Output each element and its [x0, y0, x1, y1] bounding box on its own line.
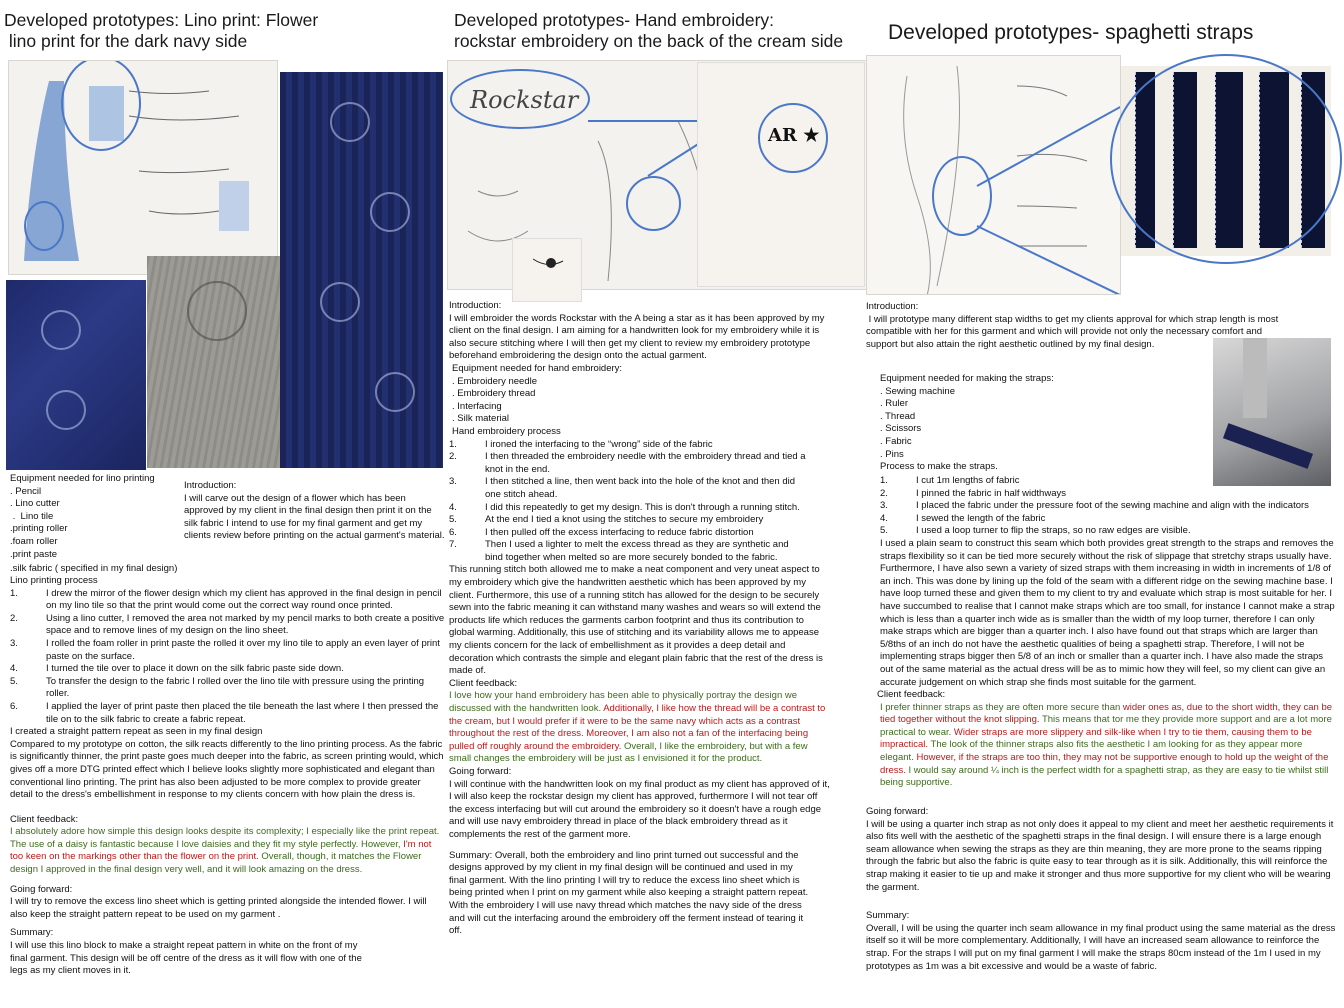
straps-equipment-heading: Equipment needed for making the straps:: [880, 373, 1054, 384]
embroidery-feedback-text: I love how your hand embroidery has been able to physically portray the design we discussed with the handwritten look. Additionally, I like how the thread will be a contrast to the cream, but I would prefer if it were to be the same navy which acts as a contrast throughout the rest of the dress. Moreover, I am also not a fan of the interfacing being pulled off roughly around the embroidery. Overall, I like the embroidery, but with a few small changes the embroidery will be just as I envisioned it for the product.: [449, 690, 826, 765]
equipment-item: . Scissors: [880, 423, 922, 435]
highlight-circle: [24, 201, 64, 251]
embroidery-process-heading: Hand embroidery process: [452, 425, 561, 437]
lino-summary-heading: Summary:: [10, 927, 54, 939]
embroidery-forward-text: I will continue with the handwritten look on my final product as my client has approved of it, I will also keep the rockstar design my client has approved, furthermore I will not tear off the excess interfacing but will cut around the embroidery so it doesn't have a rough edge and will use navy embroidery thread in place of the black embroidery thread as it complements the rest of the garment more.: [449, 778, 830, 840]
overall-summary-text: Summary: Overall, both the embroidery and lino print turned out successful and the designs approved by my client in my final design will be continued and used in my final garment. With the lino printing I will try to reduce the excess lino sheet which is being printed when I print on my garment while also keeping a straight pattern repeat. With the embroidery I will use navy thread which matches the navy side of the dress and will cut the interfacing around the embroidery off the ferment instead of tearing it off.: [449, 849, 809, 937]
equipment-item: .silk fabric ( specified in my final design): [10, 563, 178, 574]
straps-intro-text: I will prototype many different stap widths to get my clients approval for which strap length is most compatible with her for this garment and which will provide not only the necessary comfort and support but also attain the right aesthetic outlined by my final design.: [866, 313, 1281, 350]
equipment-item: . Interfacing: [452, 400, 502, 412]
process-step: 2. I pinned the fabric in half widthways: [880, 487, 1066, 499]
process-step: 4. I turned the tile over to place it down on the silk fabric paste side down.: [10, 663, 344, 675]
knot-graphic: [513, 239, 582, 302]
lino-print-fabric-sample: [6, 280, 146, 470]
embroidery-back-image: [512, 238, 582, 302]
embroidery-text: [449, 300, 831, 938]
straps-forward-heading: Going forward:: [866, 806, 929, 817]
straps-highlight-ellipse: [1110, 54, 1342, 264]
process-step: 7. Then I used a lighter to melt the excess thread as they are synthetic and bind together when melted so are more securely bonded to the fabric.: [449, 539, 789, 563]
embroidery-forward-heading: Going forward:: [449, 765, 512, 777]
lino-title-line2: lino print for the dark navy side: [4, 31, 248, 51]
process-step: 4. I sewed the length of the fabric: [880, 512, 1046, 524]
process-step: 3. I rolled the foam roller in print paste the rolled it over my lino tile to apply an even layer of print paste on the surface.: [10, 637, 440, 662]
straps-summary-text: Overall, I will be using the quarter inch seam allowance in my final product using the same material as the dress itself so it will be more complementary. Additionally, I will have an increased seam allowance to reinforce the strap. For the straps I will put on my final garment I will make the straps 80cm instead of the 1m I used in my prototypes as 1m was a bit excessive and would be a waste of fabric.: [866, 922, 1336, 972]
lino-after-process: I created a straight pattern repeat as seen in my final design: [10, 726, 263, 738]
lino-equipment-heading: Equipment needed for lino printing: [10, 473, 155, 484]
process-step: 2. Using a lino cutter, I removed the area not marked by my pencil marks to both create a positive space and to remove lines of my design on the lino sheet.: [10, 612, 445, 637]
process-step: 1. I drew the mirror of the flower design which my client has approved in the final design in pencil on my lino tile so that the print would come out the correct way round once printed.: [10, 587, 442, 612]
process-step: 3. I placed the fabric under the pressure foot of the sewing machine and align with the indicators: [880, 500, 1309, 512]
straps-process-steps: [880, 475, 1336, 538]
equipment-item: . Lino tile: [10, 510, 54, 522]
equipment-item: . Ruler: [880, 398, 908, 410]
process-step: 6. I applied the layer of print paste then placed the tile beneath the last where I then pressed the tile on to the silk fabric to create a fabric repeat.: [10, 700, 439, 725]
equipment-item: .print paste: [10, 548, 57, 560]
process-step: 2. I then threaded the embroidery needle with the embroidery thread and tied a knot in the end.: [449, 451, 806, 475]
embroidery-patch-image: [697, 62, 865, 287]
lino-forward-heading: Going forward:: [10, 883, 73, 895]
lino-process: [10, 575, 446, 978]
process-step: 4. I did this repeatedly to get my design. This is don't through a running stitch.: [449, 501, 800, 513]
embroidered-initials: AR ★: [768, 125, 820, 146]
lino-intro-text: I will carve out the design of a flower which has been approved by my client in the final design then print it on the silk fabric I intend to use for my final garment and get my clients review before printing on the actual garment's material.: [184, 492, 445, 542]
process-step: 3. I then stitched a line, then went back into the hole of the knot and then did one stitch ahead.: [449, 476, 796, 500]
lino-process-heading: Lino printing process: [10, 575, 98, 586]
process-step: 5. To transfer the design to the fabric I rolled over the lino tile with pressure using the printing roller.: [10, 675, 425, 700]
lino-title-line1: Developed prototypes: Lino print: Flower: [4, 10, 319, 30]
embroidery-intro-text: I will embroider the words Rockstar with the A being a star as it has been approved by my client on the final design. I am aiming for a handwritten look for my embroidery while it is also secure stitching where I will then get my client to review my embroidery prototype beforehand embroidering the design onto the actual garment.: [449, 312, 825, 362]
equipment-item: . Embroidery thread: [452, 388, 536, 400]
equipment-item: . Thread: [880, 410, 916, 422]
highlight-circle: [932, 156, 992, 236]
lino-intro-heading: Introduction:: [184, 480, 237, 491]
equipment-item: . Lino cutter: [10, 498, 60, 510]
lino-forward-text: I will try to remove the excess lino sheet which is getting printed alongside the intended flower. I will also keep the straight pattern repeat to be used on my garment .: [10, 896, 427, 920]
embroidery-title: [454, 10, 874, 52]
embroidery-process-steps: [449, 439, 809, 565]
straps-design-sketch-image: [866, 55, 1121, 295]
straps-feedback-heading: Client feedback:: [877, 689, 946, 701]
lino-process-steps: [10, 588, 446, 727]
lino-equipment-last: [10, 563, 200, 576]
straps-discussion: I used a plain seam to construct this seam which both provides great strength to the straps and removes the straps flexibility so it can be tied more securely without the risk of slippage that stretchy straps usually have. Furthermore, I have also sewn a variety of sized straps with them increasing in width in increments of 1/8 of an inch. This was done by lining up the fold of the seam with a different ridge on the sewing machine base. I have loop turned these and given them to my client to try and evaluate which strap is most suitable for her. I have succumbed to realise that I cannot make straps which are too small, for instance I cannot make a strap which is less than a quarter inch wide as is smaller than the width of my loop turner, therefore I can only make straps which are bigger than a quarter inch. I also have found out that straps which are larger than 5/8ths of an inch do not have the aesthetic qualities of being a spaghetti strap. Therefore, I will not be implementing straps bigger then 5/8 of an inch or smaller than a quarter inch. I have also made the straps out of the same material as the actual dress will be as to mimic how they will feel, so my client can give an accurate judgement on which strap she finds most suitable for the garment.: [880, 537, 1335, 688]
equipment-item: . Silk material: [452, 413, 510, 425]
highlight-circle: [61, 60, 141, 151]
dress-strap-sketch-graphic: [867, 56, 1121, 295]
embroidery-intro-heading: Introduction:: [449, 300, 502, 311]
embroidery-equipment-heading: Equipment needed for hand embroidery:: [452, 362, 623, 374]
straps-process-heading: Process to make the straps.: [880, 461, 998, 473]
equipment-item: .foam roller: [10, 535, 58, 547]
lino-summary-text: I will use this lino block to make a straight repeat pattern in white on the front of my final garment. This design will be off centre of the dress as it will flow with one of the legs as my client moves in it.: [10, 940, 362, 977]
straps-intro-heading: Introduction:: [866, 301, 919, 312]
embroidery-feedback-heading: Client feedback:: [449, 677, 518, 689]
lino-equipment-list: [10, 473, 190, 561]
equipment-item: . Pins: [880, 448, 904, 460]
equipment-item: . Pencil: [10, 485, 42, 497]
lino-comparison: Compared to my prototype on cotton, the silk reacts differently to the lino printing process. As the fabric is significantly thinner, the print paste goes much deeper into the fabric, as screen printing would, which gives off a more DTG printed effect which I believe looks slightly more sophisticated and elegant than conventional lino printing. The print has also been adjusted to be more complex to provide greater detail to the dress's embellishment in response to my clients concern with how plain the dress is.: [10, 738, 444, 801]
straps-intro: [866, 301, 1296, 351]
process-step: 5. At the end I tied a knot using the stitches to secure my embroidery: [449, 514, 764, 526]
lino-intro: [184, 480, 446, 543]
process-step: 1. I cut 1m lengths of fabric: [880, 475, 1020, 486]
sewing-machine-image: [1213, 338, 1331, 486]
embroidery-discussion: This running stitch both allowed me to make a neat component and very uneat aspect to my embroidery which give the handwritten aesthetic which has been approved by my client. Furthermore, this use of a running stitch has allowed for the design to be securely sewn into the fabric meaning it can withstand many washes and wears so will extend the products life which reduces the garments carbon footprint and thus its contribution to global warming. Additionally, this use of stitching and its variability allows me to appease my clients concern for the lack of embellishment as it provides a deep detail and decoration which contrasts the simple and elegant plain fabric that the rest of the dress is made of.: [449, 564, 823, 677]
process-step: 5. I used a loop turner to flip the straps, so no raw edges are visible.: [880, 525, 1191, 537]
lino-feedback-heading: Client feedback:: [10, 813, 79, 825]
lino-print-repeat-fabric: [280, 72, 443, 468]
lino-title: [4, 10, 444, 52]
embroidery-title-line2: rockstar embroidery on the back of the cream side: [454, 31, 844, 51]
lino-design-sketch-image: [8, 60, 278, 275]
rockstar-sketch-text: Rockstar: [470, 86, 579, 114]
straps-feedback-text: I prefer thinner straps as they are often more secure than wider ones as, due to the short width, they can be tied together without the knot slipping. This means that tor me they provide more support and are a lot more practical to wear. Wider straps are more slippery and silk-like when I try to tie them, causing them to be impractical. The look of the thinner straps also fits the aesthetic I am looking for as they appear more elegant. However, if the straps are too thin, they may not be supportive enough to hold up the weight of the dress. I would say around ¼ inch is the perfect width for a spaghetti strap, as they are easy to tie whilst still being supportive.: [880, 701, 1333, 789]
straps-forward-text: I will be using a quarter inch strap as not only does it appeal to my client and meet her aesthetic requirements it also fits well with the aesthetic of the spaghetti straps in the final design. I will ensure there is a large enough seam allowance when sewing the straps as they are thin meaning, they are more prone to the seams ripping through the fabric but also the fabric is quite easy to tear through as it is silk. Additionally, this will reinforce the strap making it easier to tie up and make it stronger and thus more supportive for my client who will be wearing the garment.: [866, 818, 1334, 893]
straps-title: Developed prototypes- spaghetti straps: [888, 21, 1254, 44]
process-step: 1. I ironed the interfacing to the “wrong” side of the fabric: [449, 438, 713, 450]
straps-summary-heading: Summary:: [866, 910, 910, 922]
equipment-item: . Embroidery needle: [452, 375, 538, 387]
process-step: 6. I then pulled off the excess interfacing to reduce fabric distortion: [449, 526, 754, 538]
equipment-item: .printing roller: [10, 523, 68, 535]
straps-process-and-feedback: [877, 475, 1336, 790]
straps-forward-and-summary: [866, 806, 1338, 973]
straps-equipment: [880, 373, 1200, 474]
equipment-item: . Sewing machine: [880, 385, 955, 397]
lino-feedback-text: I absolutely adore how simple this design looks despite its complexity; I especially like the print repeat. The use of a daisy is fantastic because I love daisies and they fit my style perfectly. However, I'm not too keen on the markings other than the flower on the print. Overall, though, it matches the Flower design I approved in the final design very well, and it will look amazing on the dress.: [10, 826, 440, 876]
equipment-item: . Fabric: [880, 435, 912, 447]
lino-block-image: [147, 256, 287, 468]
embroidery-title-line1: Developed prototypes- Hand embroidery:: [454, 10, 775, 30]
